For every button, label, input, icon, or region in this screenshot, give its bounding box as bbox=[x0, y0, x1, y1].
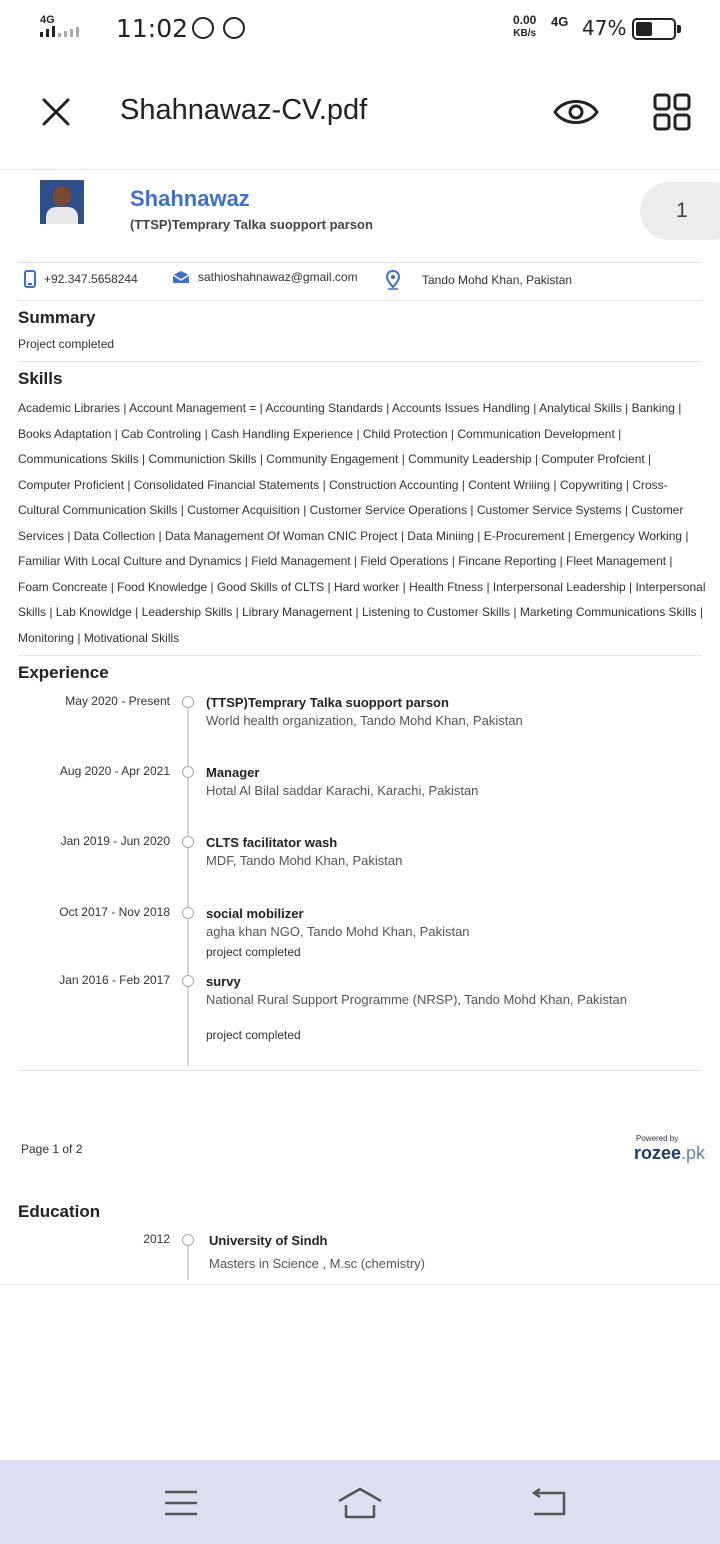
experience-note: project completed bbox=[206, 945, 301, 959]
timeline-dot bbox=[182, 1234, 194, 1246]
close-icon[interactable] bbox=[36, 92, 76, 132]
divider bbox=[18, 1070, 702, 1071]
education-year: 2012 bbox=[143, 1232, 170, 1246]
grid-icon[interactable] bbox=[652, 92, 692, 132]
menu-icon[interactable] bbox=[164, 1490, 198, 1516]
page-number-badge: 1 bbox=[640, 182, 720, 240]
speed-unit: KB/s bbox=[513, 28, 537, 39]
education-school: University of Sindh bbox=[209, 1233, 328, 1248]
network-type: 4G bbox=[40, 14, 55, 26]
summary-heading: Summary bbox=[18, 308, 96, 327]
education-timeline bbox=[187, 1244, 189, 1280]
timeline-dot bbox=[182, 975, 194, 987]
whatsapp-icon bbox=[192, 17, 214, 39]
chrome-icon bbox=[223, 17, 245, 39]
divider bbox=[18, 655, 702, 656]
document-title: Shahnawaz-CV.pdf bbox=[120, 94, 368, 126]
experience-date: Oct 2017 - Nov 2018 bbox=[59, 905, 170, 919]
experience-org: National Rural Support Programme (NRSP), Tando Mohd Khan, Pakistan bbox=[206, 992, 628, 1007]
experience-role: Manager bbox=[206, 765, 260, 780]
speed-value: 0.00 bbox=[513, 13, 537, 27]
timeline-dot bbox=[182, 836, 194, 848]
contact-phone bbox=[24, 270, 138, 288]
experience-org: World health organization, Tando Mohd Khan, Pakistan bbox=[206, 713, 523, 728]
timeline-dot bbox=[182, 696, 194, 708]
divider bbox=[18, 262, 702, 263]
education-degree: Masters in Science , M.sc (chemistry) bbox=[209, 1256, 425, 1271]
navigation-bar bbox=[0, 1460, 720, 1544]
clock: 11:02 bbox=[116, 14, 189, 43]
experience-role: CLTS facilitator wash bbox=[206, 835, 338, 850]
status-bar bbox=[0, 0, 720, 58]
location-text: Tando Mohd Khan, Pakistan bbox=[422, 273, 573, 287]
experience-org: MDF, Tando Mohd Khan, Pakistan bbox=[206, 853, 403, 868]
divider bbox=[18, 300, 702, 301]
mail-icon bbox=[172, 270, 190, 284]
email-address: sathioshahnawaz@gmail.com bbox=[198, 270, 358, 284]
experience-date: Aug 2020 - Apr 2021 bbox=[59, 764, 170, 778]
network-type-2: 4G bbox=[551, 14, 569, 29]
experience-note: project completed bbox=[206, 1028, 301, 1042]
cv-headline: (TTSP)Temprary Talka suopport parson bbox=[130, 217, 373, 232]
phone-number: +92.347.5658244 bbox=[44, 272, 138, 286]
profile-photo bbox=[40, 180, 84, 224]
divider bbox=[18, 361, 702, 362]
experience-role: social mobilizer bbox=[206, 906, 304, 921]
timeline-dot bbox=[182, 766, 194, 778]
experience-org: Hotal Al Bilal saddar Karachi, Karachi, Pakistan bbox=[206, 783, 479, 798]
location-pin-icon bbox=[386, 270, 400, 290]
skills-heading: Skills bbox=[18, 369, 63, 388]
experience-role: (TTSP)Temprary Talka suopport parson bbox=[206, 695, 449, 710]
experience-date: May 2020 - Present bbox=[65, 694, 170, 708]
summary-text: Project completed bbox=[18, 337, 115, 351]
cv-name: Shahnawaz bbox=[130, 186, 250, 211]
rozee-logo: rozee.pk bbox=[634, 1143, 706, 1163]
experience-timeline bbox=[187, 704, 189, 1066]
timeline-dot bbox=[182, 907, 194, 919]
signal-icon bbox=[40, 26, 79, 37]
network-speed bbox=[513, 14, 536, 40]
contact-location bbox=[386, 270, 572, 290]
home-icon[interactable] bbox=[336, 1486, 384, 1520]
experience-date: Jan 2019 - Jun 2020 bbox=[60, 834, 170, 848]
battery-icon bbox=[632, 18, 676, 40]
powered-by-label: Powered by bbox=[636, 1134, 679, 1143]
experience-date: Jan 2016 - Feb 2017 bbox=[59, 973, 170, 987]
experience-role: survy bbox=[206, 974, 241, 989]
phone-icon bbox=[24, 270, 36, 288]
battery-fill bbox=[636, 22, 652, 36]
app-bar bbox=[0, 58, 720, 170]
back-icon[interactable] bbox=[530, 1488, 568, 1518]
pdf-viewport[interactable] bbox=[0, 170, 720, 1280]
battery-percent: 47% bbox=[582, 16, 627, 40]
education-heading: Education bbox=[18, 1202, 101, 1221]
page-footer: Page 1 of 2 bbox=[21, 1142, 83, 1156]
experience-org: agha khan NGO, Tando Mohd Khan, Pakistan bbox=[206, 924, 470, 939]
skills-list: Academic Libraries | Account Management = | Accounting Standards | Accounts Issues Handling | Analytical Skills | Banking | Books Adaptation | Cab Controling | Cash Handling Experience | Child Protection | Communication Development | Communications Skills | Communiction Skills | Community Engagement | Community Leadership | Computer Profcient | Computer Proficient | Consolidated Financial Statements | Construction Accounting | Content Wriiing | Copywriting | Cross-Cultural Communication Skills | Customer Acquisition | Customer Service Operations | Customer Service Systems | Customer Services | Data Collection | Data Management Of Woman CNIC Project | Data Miniing | E-Procurement | Emergency Working | Familiar With Local Culture and Dynamics | Field Management | Field Operations | Fincane Reporting | Fleet Management | Foam Concreate | Food Knowledge | Good Skills of CLTS | Hard worker | Health Ftness | Interpersonal Leadership | Interpersonal Skills | Lab Knowldge | Leadership Skills | Library Management | Listening to Customer Skills | Marketing Communications Skills | Monitoring | Motivational Skills bbox=[18, 401, 706, 645]
experience-heading: Experience bbox=[18, 663, 109, 682]
contact-email bbox=[172, 270, 358, 284]
empty-area bbox=[0, 1284, 720, 1460]
eye-icon[interactable] bbox=[552, 94, 600, 130]
